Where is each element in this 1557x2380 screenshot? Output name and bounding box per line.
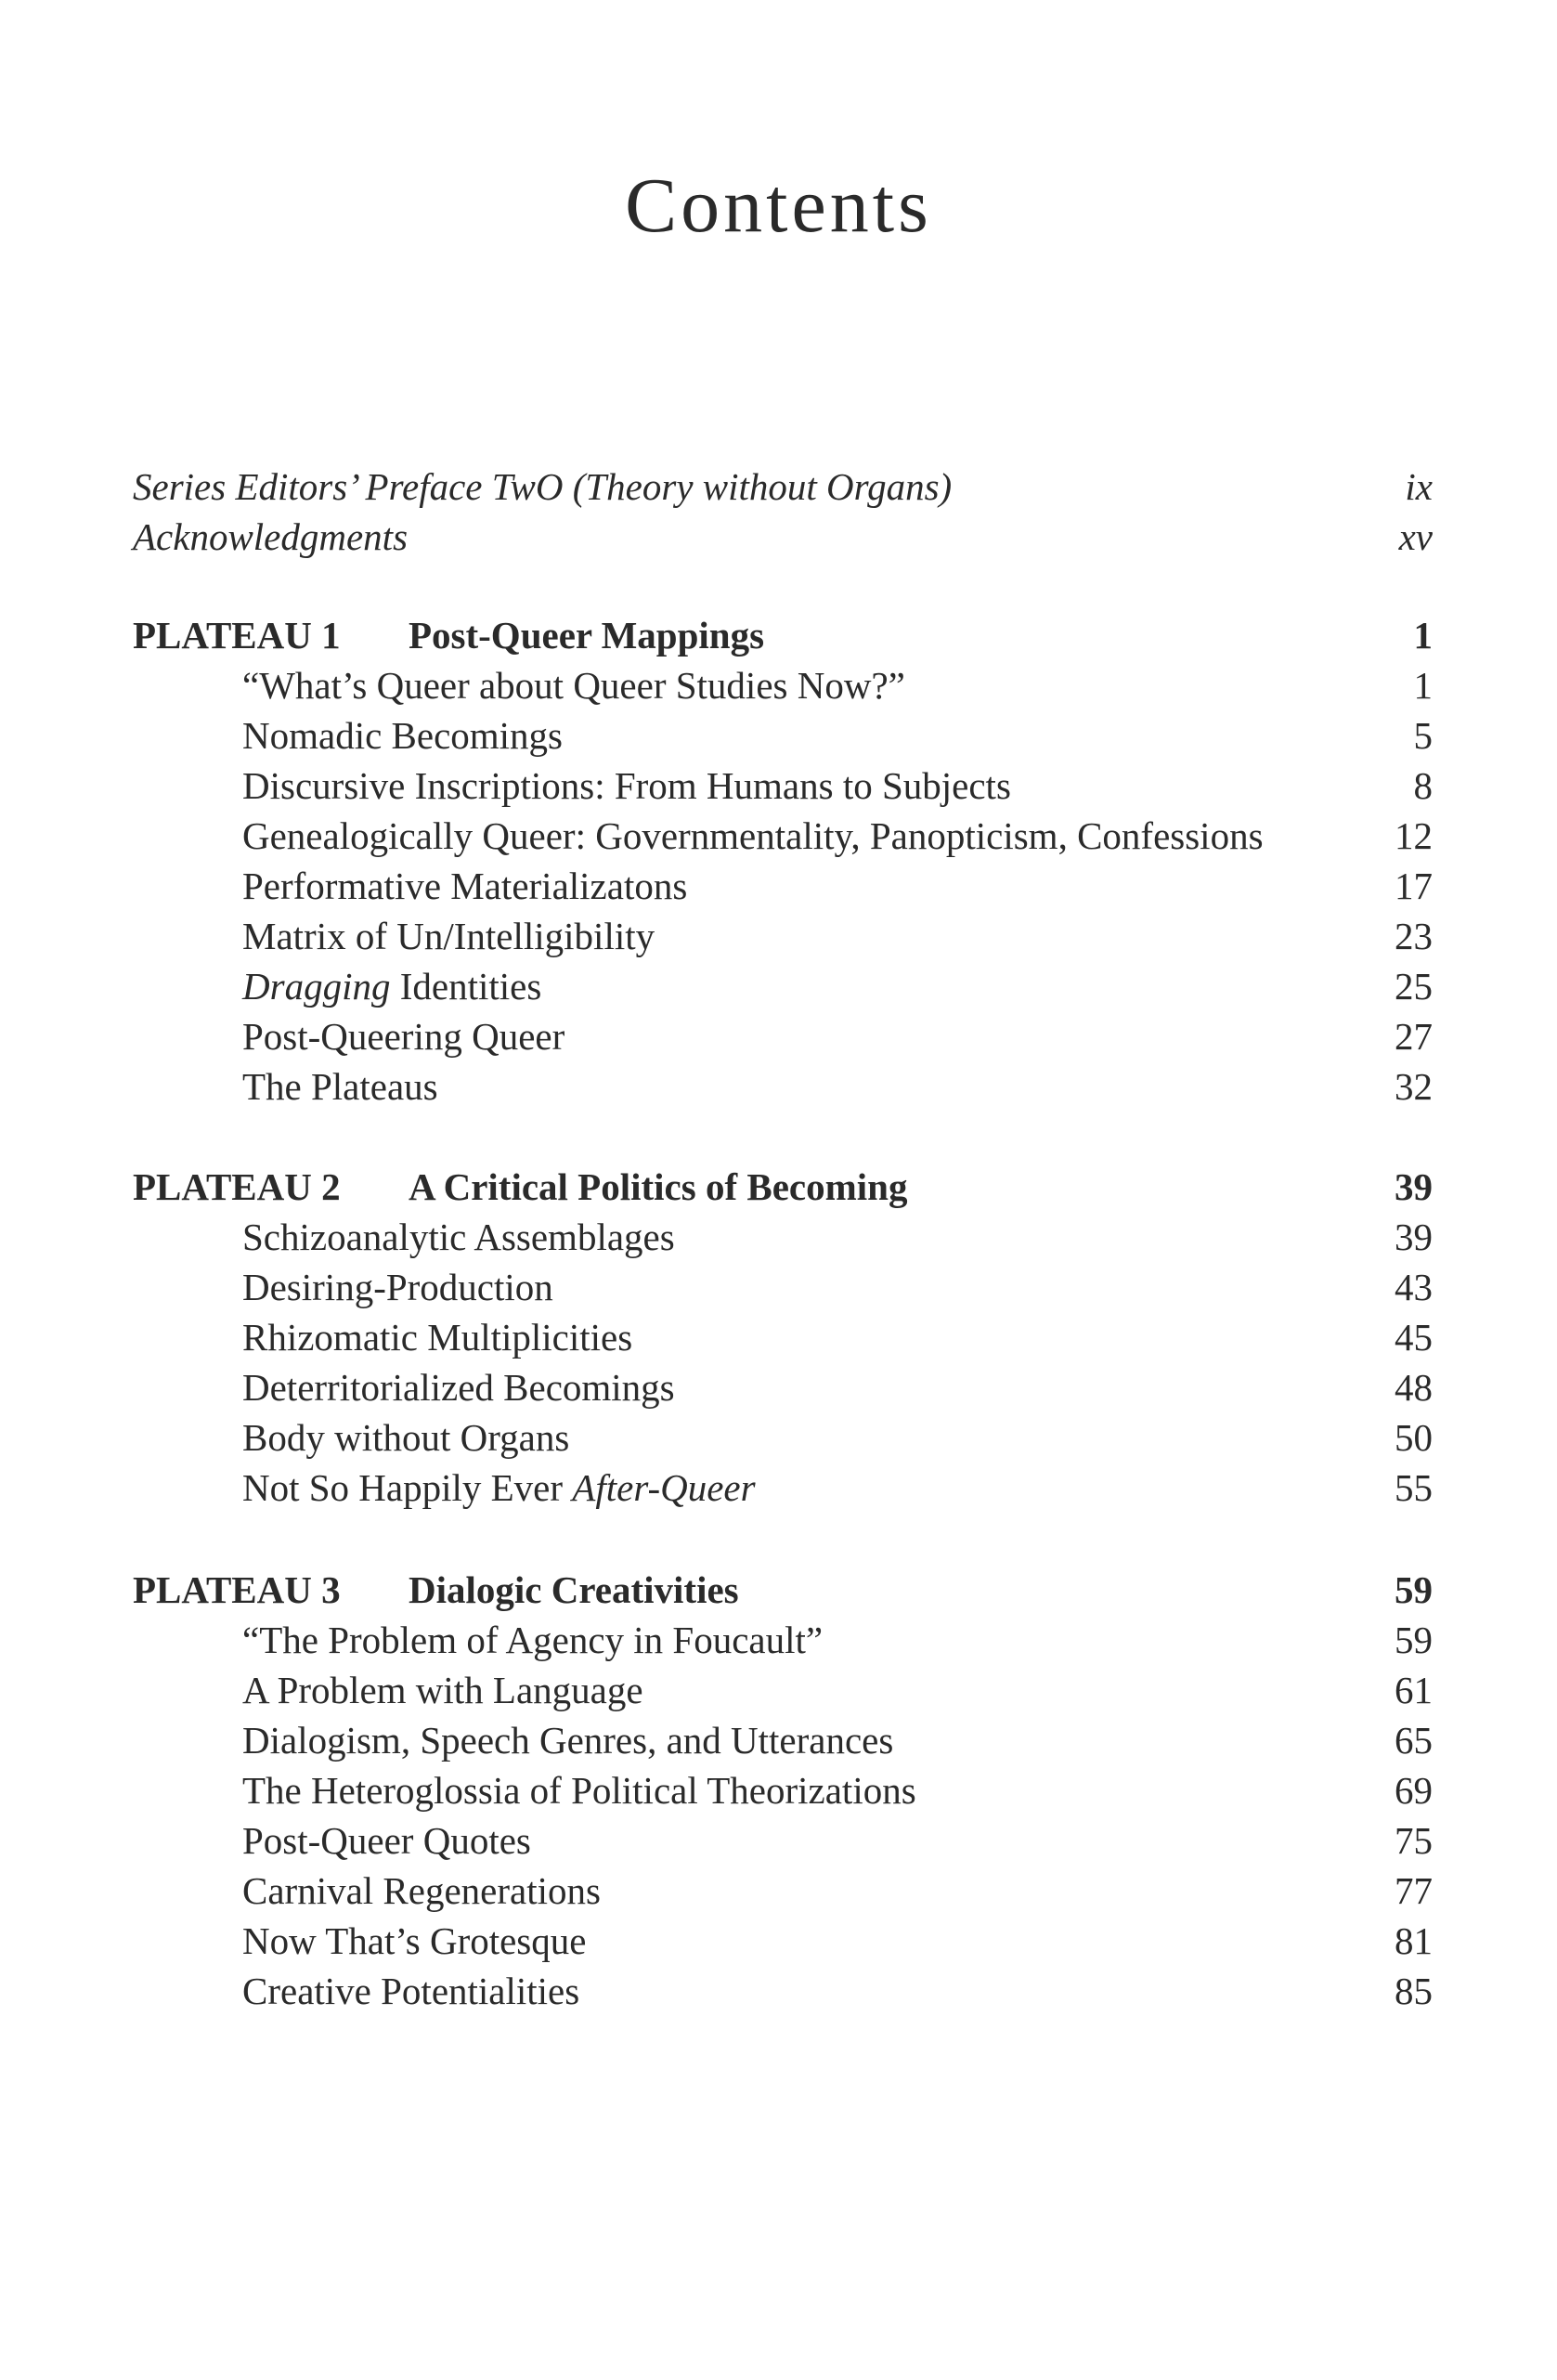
toc-entry-page: 1	[1413, 614, 1433, 657]
toc-entry-page: 5	[1413, 714, 1433, 757]
toc-entry-label: The Plateaus	[242, 1065, 438, 1108]
toc-entry[interactable]	[133, 1815, 1433, 1866]
toc-entry-page: 23	[1395, 915, 1433, 957]
toc-entry-page: 27	[1395, 1015, 1433, 1058]
toc-entry-label: Dialogism, Speech Genres, and Utterances	[242, 1719, 894, 1762]
toc-entry-label: “What’s Queer about Queer Studies Now?”	[242, 664, 905, 707]
toc-entry-page: 59	[1395, 1568, 1433, 1611]
toc-entry-page: 65	[1395, 1719, 1433, 1762]
toc-entry-page: 85	[1395, 1970, 1433, 2012]
toc-entry-page: 1	[1413, 664, 1433, 707]
toc-entry[interactable]	[133, 1061, 1433, 1112]
toc-entry-label: Genealogically Queer: Governmentality, Panopticism, Confessions	[242, 814, 1264, 857]
toc-entry[interactable]	[133, 1966, 1433, 2016]
plateau-title: A Critical Politics of Becoming	[409, 1165, 908, 1208]
toc-entry-label: A Problem with Language	[242, 1669, 643, 1711]
toc-entry-label: The Heteroglossia of Political Theorizations	[242, 1769, 916, 1812]
toc-entry[interactable]	[133, 961, 1433, 1011]
toc-entry[interactable]	[133, 1615, 1433, 1665]
toc-plateau-3-heading[interactable]	[133, 1565, 1433, 1615]
toc-entry-label: Rhizomatic Multiplicities	[242, 1316, 633, 1359]
toc-entry[interactable]	[133, 811, 1433, 861]
toc-entry-label-prefix: Not So Happily Ever	[242, 1466, 573, 1509]
plateau-number: PLATEAU 3	[133, 1568, 341, 1611]
toc-plateau-1-heading[interactable]	[133, 610, 1433, 660]
toc-entry-label: Nomadic Becomings	[242, 714, 564, 757]
toc-entry-label	[242, 961, 541, 1011]
page-title: Contents	[625, 163, 932, 249]
toc-entry[interactable]	[133, 1463, 1433, 1513]
toc-entry-page: 39	[1395, 1165, 1433, 1208]
plateau-title: Post-Queer Mappings	[409, 614, 765, 657]
toc-entry-page: 75	[1395, 1819, 1433, 1862]
toc-entry-page: xv	[1398, 515, 1433, 558]
toc-entry[interactable]	[133, 710, 1433, 761]
toc-entry-page: 25	[1395, 965, 1433, 1008]
toc-entry-label	[242, 1463, 756, 1513]
toc-entry-page: 61	[1395, 1669, 1433, 1711]
toc-entry[interactable]	[133, 1665, 1433, 1715]
plateau-title: Dialogic Creativities	[409, 1568, 739, 1611]
toc-entry-label: Creative Potentialities	[242, 1970, 580, 2012]
toc-plateau-2-heading[interactable]	[133, 1162, 1433, 1212]
toc-entry-label-italic: Dragging	[242, 965, 391, 1008]
toc-entry[interactable]	[133, 1765, 1433, 1815]
toc-entry-label: Series Editors’ Preface TwO (Theory without Organs)	[133, 465, 953, 508]
toc-entry[interactable]	[133, 861, 1433, 911]
toc-entry[interactable]	[133, 911, 1433, 961]
toc-entry-label: Schizoanalytic Assemblages	[242, 1216, 675, 1258]
toc-entry-page: 59	[1395, 1619, 1433, 1661]
toc-entry-acknowledgments[interactable]	[133, 512, 1433, 562]
toc-entry[interactable]	[133, 1262, 1433, 1312]
plateau-number: PLATEAU 2	[133, 1165, 341, 1208]
plateau-number: PLATEAU 1	[133, 614, 341, 657]
toc-entry[interactable]	[133, 1412, 1433, 1463]
toc-entry-label: Deterritorialized Becomings	[242, 1366, 675, 1409]
toc-entry-label-italic: After-Queer	[572, 1466, 756, 1509]
toc-entry[interactable]	[133, 660, 1433, 710]
toc-entry-page: 50	[1395, 1416, 1433, 1459]
toc-entry-label: Body without Organs	[242, 1416, 570, 1459]
toc-entry[interactable]	[133, 1715, 1433, 1765]
toc-entry-page: 55	[1395, 1466, 1433, 1509]
toc-entry-page: 45	[1395, 1316, 1433, 1359]
toc-entry-label-rest: Identities	[390, 965, 542, 1008]
toc-entry-page: 32	[1395, 1065, 1433, 1108]
toc-entry-label: Performative Materializatons	[242, 865, 688, 907]
toc-entry[interactable]	[133, 1312, 1433, 1362]
toc-entry-label: Now That’s Grotesque	[242, 1919, 587, 1962]
toc-entry[interactable]	[133, 1011, 1433, 1061]
toc-entry-label: Post-Queering Queer	[242, 1015, 565, 1058]
toc-entry-page: ix	[1405, 465, 1433, 508]
toc-entry-page: 81	[1395, 1919, 1433, 1962]
toc-entry-page: 8	[1413, 764, 1433, 807]
toc-entry-label: Acknowledgments	[133, 515, 409, 558]
toc-entry-page: 48	[1395, 1366, 1433, 1409]
toc-entry-label: Desiring-Production	[242, 1266, 553, 1308]
toc-entry-series-editors-preface[interactable]	[133, 462, 1433, 512]
toc-entry[interactable]	[133, 1866, 1433, 1916]
toc-entry-label: Matrix of Un/Intelligibility	[242, 915, 655, 957]
toc-entry[interactable]	[133, 761, 1433, 811]
toc-entry[interactable]	[133, 1916, 1433, 1966]
toc-entry-label: Discursive Inscriptions: From Humans to Subjects	[242, 764, 1011, 807]
toc-entry-label: “The Problem of Agency in Foucault”	[242, 1619, 824, 1661]
toc-entry-page: 43	[1395, 1266, 1433, 1308]
toc-entry-page: 12	[1395, 814, 1433, 857]
toc-entry-label: Post-Queer Quotes	[242, 1819, 531, 1862]
toc-entry-page: 77	[1395, 1869, 1433, 1912]
toc-entry[interactable]	[133, 1362, 1433, 1412]
toc-entry[interactable]	[133, 1212, 1433, 1262]
toc-entry-label: Carnival Regenerations	[242, 1869, 601, 1912]
toc-entry-page: 39	[1395, 1216, 1433, 1258]
toc-entry-page: 17	[1395, 865, 1433, 907]
toc-entry-page: 69	[1395, 1769, 1433, 1812]
